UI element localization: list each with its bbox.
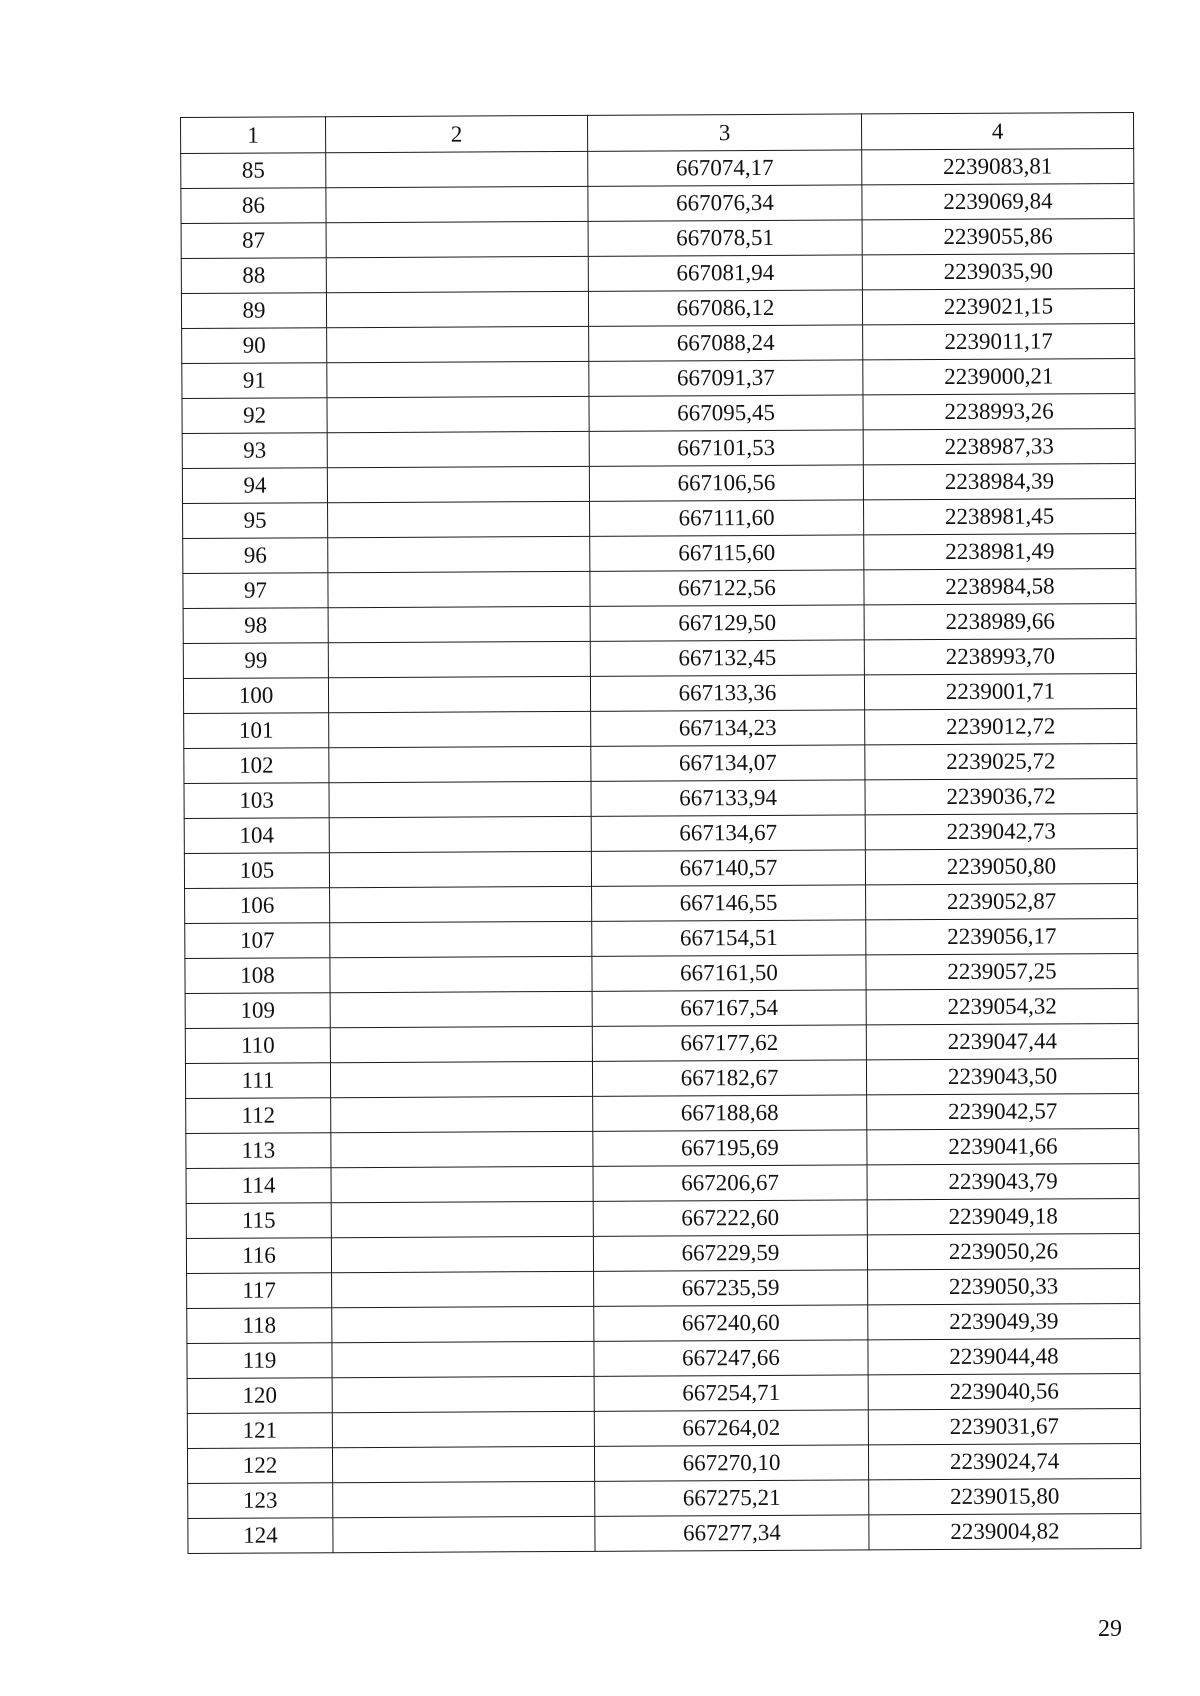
- x-coordinate-cell: 667247,66: [594, 1340, 868, 1376]
- x-coordinate-cell: 667254,71: [594, 1375, 868, 1411]
- x-coordinate-cell: 667076,34: [588, 185, 862, 221]
- point-number-cell: 115: [186, 1203, 331, 1239]
- table-row: [183, 604, 1136, 644]
- x-coordinate-cell: 667275,21: [595, 1480, 869, 1516]
- point-number-cell: 118: [187, 1308, 332, 1344]
- name-cell: [326, 186, 588, 222]
- x-coordinate-cell: 667081,94: [588, 255, 862, 291]
- x-coordinate-cell: 667206,67: [593, 1165, 867, 1201]
- table-row: [185, 918, 1138, 958]
- table-row: [185, 883, 1138, 923]
- point-number-cell: 90: [182, 328, 327, 364]
- x-coordinate-cell: 667091,37: [589, 360, 863, 396]
- name-cell: [328, 571, 590, 607]
- point-number-cell: 109: [185, 993, 330, 1029]
- name-cell: [331, 1096, 593, 1132]
- point-number-cell: 114: [186, 1168, 331, 1204]
- y-coordinate-cell: 2239049,18: [867, 1198, 1139, 1234]
- name-cell: [330, 886, 592, 922]
- y-coordinate-cell: 2239044,48: [868, 1338, 1140, 1374]
- point-number-cell: 112: [186, 1098, 331, 1134]
- point-number-cell: 121: [187, 1413, 332, 1449]
- y-coordinate-cell: 2238981,45: [864, 499, 1136, 535]
- point-number-cell: 122: [187, 1448, 332, 1484]
- point-number-cell: 116: [186, 1238, 331, 1274]
- y-coordinate-cell: 2239042,57: [867, 1093, 1139, 1129]
- x-coordinate-cell: 667222,60: [593, 1200, 867, 1236]
- x-coordinate-cell: 667188,68: [593, 1095, 867, 1131]
- x-coordinate-cell: 667240,60: [594, 1305, 868, 1341]
- x-coordinate-cell: 667132,45: [590, 640, 864, 676]
- name-cell: [330, 921, 592, 957]
- name-cell: [329, 711, 591, 747]
- point-number-cell: 124: [188, 1518, 333, 1554]
- y-coordinate-cell: 2239043,50: [866, 1058, 1138, 1094]
- table-row: [181, 149, 1134, 189]
- name-cell: [331, 1201, 593, 1237]
- table-row: [181, 219, 1134, 259]
- x-coordinate-cell: 667146,55: [592, 885, 866, 921]
- point-number-cell: 98: [183, 608, 328, 644]
- table-body: [181, 149, 1141, 1554]
- point-number-cell: 93: [182, 433, 327, 469]
- y-coordinate-cell: 2239047,44: [866, 1023, 1138, 1059]
- point-number-cell: 87: [181, 223, 326, 259]
- table-row: [181, 289, 1134, 329]
- point-number-cell: 117: [187, 1273, 332, 1309]
- y-coordinate-cell: 2239057,25: [866, 953, 1138, 989]
- x-coordinate-cell: 667235,59: [594, 1270, 868, 1306]
- name-cell: [330, 1061, 592, 1097]
- table-row: [184, 848, 1137, 888]
- x-coordinate-cell: 667133,94: [591, 780, 865, 816]
- point-number-cell: 123: [188, 1483, 333, 1519]
- y-coordinate-cell: 2239001,71: [864, 673, 1136, 709]
- name-cell: [330, 1026, 592, 1062]
- y-coordinate-cell: 2239015,80: [869, 1478, 1141, 1514]
- table-row: [185, 953, 1138, 993]
- table-row: [187, 1408, 1140, 1448]
- y-coordinate-cell: 2239050,80: [865, 848, 1137, 884]
- table-row: [187, 1373, 1140, 1413]
- x-coordinate-cell: 667167,54: [592, 990, 866, 1026]
- table-row: [185, 1058, 1138, 1098]
- y-coordinate-cell: 2239055,86: [862, 219, 1134, 255]
- x-coordinate-cell: 667106,56: [589, 465, 863, 501]
- x-coordinate-cell: 667134,67: [591, 815, 865, 851]
- name-cell: [326, 256, 588, 292]
- y-coordinate-cell: 2239011,17: [863, 324, 1135, 360]
- point-number-cell: 97: [183, 573, 328, 609]
- name-cell: [329, 851, 591, 887]
- x-coordinate-cell: 667101,53: [589, 430, 863, 466]
- table-row: [184, 708, 1137, 748]
- table-row: [182, 394, 1135, 434]
- point-number-cell: 111: [185, 1063, 330, 1099]
- point-number-cell: 89: [181, 293, 326, 329]
- x-coordinate-cell: 667111,60: [590, 500, 864, 536]
- y-coordinate-cell: 2239083,81: [862, 149, 1134, 185]
- point-number-cell: 113: [186, 1133, 331, 1169]
- x-coordinate-cell: 667095,45: [589, 395, 863, 431]
- table-row: [185, 988, 1138, 1028]
- table-row: [188, 1478, 1141, 1518]
- table-row: [186, 1163, 1139, 1203]
- name-cell: [331, 1131, 593, 1167]
- name-cell: [332, 1271, 594, 1307]
- table-row: [187, 1268, 1140, 1308]
- x-coordinate-cell: 667140,57: [591, 850, 865, 886]
- x-coordinate-cell: 667177,62: [592, 1025, 866, 1061]
- table-row: [182, 359, 1135, 399]
- point-number-cell: 96: [183, 538, 328, 574]
- point-number-cell: 102: [184, 748, 329, 784]
- y-coordinate-cell: 2239040,56: [868, 1373, 1140, 1409]
- y-coordinate-cell: 2238984,39: [863, 464, 1135, 500]
- table-row: [187, 1338, 1140, 1378]
- table-row: [183, 499, 1136, 539]
- y-coordinate-cell: 2239031,67: [868, 1408, 1140, 1444]
- y-coordinate-cell: 2239042,73: [865, 813, 1137, 849]
- name-cell: [327, 466, 589, 502]
- x-coordinate-cell: 667270,10: [594, 1445, 868, 1481]
- y-coordinate-cell: 2238989,66: [864, 604, 1136, 640]
- name-cell: [328, 536, 590, 572]
- x-coordinate-cell: 667195,69: [593, 1130, 867, 1166]
- name-cell: [331, 1166, 593, 1202]
- column-header-3: 3: [587, 114, 861, 151]
- name-cell: [327, 361, 589, 397]
- table-row: [182, 429, 1135, 469]
- x-coordinate-cell: 667134,23: [591, 710, 865, 746]
- name-cell: [330, 991, 592, 1027]
- x-coordinate-cell: 667129,50: [590, 605, 864, 641]
- point-number-cell: 103: [184, 783, 329, 819]
- x-coordinate-cell: 667122,56: [590, 570, 864, 606]
- y-coordinate-cell: 2239025,72: [865, 743, 1137, 779]
- y-coordinate-cell: 2238981,49: [864, 534, 1136, 570]
- name-cell: [328, 641, 590, 677]
- y-coordinate-cell: 2239021,15: [862, 289, 1134, 325]
- table-row: [187, 1443, 1140, 1483]
- page-number: 29: [1098, 1616, 1122, 1642]
- point-number-cell: 100: [183, 678, 328, 714]
- y-coordinate-cell: 2239049,39: [868, 1303, 1140, 1339]
- y-coordinate-cell: 2239036,72: [865, 778, 1137, 814]
- table-row: [181, 254, 1134, 294]
- table-header: [181, 113, 1134, 154]
- x-coordinate-cell: 667088,24: [589, 325, 863, 361]
- table-row: [186, 1128, 1139, 1168]
- y-coordinate-cell: 2238984,58: [864, 569, 1136, 605]
- name-cell: [332, 1446, 594, 1482]
- y-coordinate-cell: 2239041,66: [867, 1128, 1139, 1164]
- table-row: [187, 1303, 1140, 1343]
- y-coordinate-cell: 2238993,26: [863, 394, 1135, 430]
- header-row: [181, 113, 1134, 154]
- point-number-cell: 91: [182, 363, 327, 399]
- table-row: [181, 184, 1134, 224]
- x-coordinate-cell: 667134,07: [591, 745, 865, 781]
- point-number-cell: 92: [182, 398, 327, 434]
- table-row: [182, 324, 1135, 364]
- point-number-cell: 95: [183, 503, 328, 539]
- point-number-cell: 107: [185, 923, 330, 959]
- x-coordinate-cell: 667115,60: [590, 535, 864, 571]
- name-cell: [328, 501, 590, 537]
- y-coordinate-cell: 2239012,72: [865, 708, 1137, 744]
- y-coordinate-cell: 2239069,84: [862, 184, 1134, 220]
- table-row: [184, 743, 1137, 783]
- table-row: [184, 778, 1137, 818]
- table-row: [183, 673, 1136, 713]
- name-cell: [332, 1411, 594, 1447]
- name-cell: [333, 1516, 595, 1552]
- name-cell: [329, 781, 591, 817]
- name-cell: [328, 676, 590, 712]
- name-cell: [326, 151, 588, 187]
- table-row: [185, 1023, 1138, 1063]
- x-coordinate-cell: 667074,17: [588, 150, 862, 186]
- x-coordinate-cell: 667277,34: [595, 1515, 869, 1551]
- y-coordinate-cell: 2238987,33: [863, 429, 1135, 465]
- point-number-cell: 106: [185, 888, 330, 924]
- table-row: [184, 813, 1137, 853]
- point-number-cell: 119: [187, 1343, 332, 1379]
- point-number-cell: 101: [184, 713, 329, 749]
- y-coordinate-cell: 2239050,33: [868, 1268, 1140, 1304]
- point-number-cell: 94: [182, 468, 327, 504]
- table-row: [186, 1198, 1139, 1238]
- x-coordinate-cell: 667078,51: [588, 220, 862, 256]
- y-coordinate-cell: 2239050,26: [867, 1233, 1139, 1269]
- y-coordinate-cell: 2239000,21: [863, 359, 1135, 395]
- column-header-4: 4: [861, 113, 1133, 150]
- coordinates-table: [180, 112, 1142, 1554]
- name-cell: [328, 606, 590, 642]
- name-cell: [332, 1376, 594, 1412]
- point-number-cell: 110: [185, 1028, 330, 1064]
- x-coordinate-cell: 667229,59: [593, 1235, 867, 1271]
- name-cell: [326, 291, 588, 327]
- point-number-cell: 85: [181, 153, 326, 189]
- name-cell: [327, 326, 589, 362]
- point-number-cell: 88: [181, 258, 326, 294]
- column-header-1: 1: [181, 117, 326, 154]
- name-cell: [333, 1481, 595, 1517]
- point-number-cell: 99: [183, 643, 328, 679]
- point-number-cell: 86: [181, 188, 326, 224]
- x-coordinate-cell: 667133,36: [590, 675, 864, 711]
- x-coordinate-cell: 667264,02: [594, 1410, 868, 1446]
- point-number-cell: 105: [184, 853, 329, 889]
- y-coordinate-cell: 2239043,79: [867, 1163, 1139, 1199]
- table-row: [186, 1233, 1139, 1273]
- name-cell: [326, 221, 588, 257]
- x-coordinate-cell: 667182,67: [592, 1060, 866, 1096]
- y-coordinate-cell: 2238993,70: [864, 639, 1136, 675]
- point-number-cell: 120: [187, 1378, 332, 1414]
- table-row: [188, 1513, 1141, 1553]
- x-coordinate-cell: 667154,51: [592, 920, 866, 956]
- y-coordinate-cell: 2239052,87: [866, 883, 1138, 919]
- table-row: [186, 1093, 1139, 1133]
- y-coordinate-cell: 2239004,82: [869, 1513, 1141, 1549]
- name-cell: [330, 956, 592, 992]
- name-cell: [332, 1341, 594, 1377]
- name-cell: [331, 1236, 593, 1272]
- name-cell: [327, 396, 589, 432]
- x-coordinate-cell: 667086,12: [588, 290, 862, 326]
- point-number-cell: 104: [184, 818, 329, 854]
- y-coordinate-cell: 2239024,74: [868, 1443, 1140, 1479]
- table-row: [183, 569, 1136, 609]
- table-row: [182, 464, 1135, 504]
- table-row: [183, 534, 1136, 574]
- table-row: [183, 639, 1136, 679]
- column-header-2: 2: [326, 115, 588, 152]
- y-coordinate-cell: 2239054,32: [866, 988, 1138, 1024]
- name-cell: [327, 431, 589, 467]
- point-number-cell: 108: [185, 958, 330, 994]
- y-coordinate-cell: 2239035,90: [862, 254, 1134, 290]
- name-cell: [332, 1306, 594, 1342]
- name-cell: [329, 816, 591, 852]
- name-cell: [329, 746, 591, 782]
- y-coordinate-cell: 2239056,17: [866, 918, 1138, 954]
- x-coordinate-cell: 667161,50: [592, 955, 866, 991]
